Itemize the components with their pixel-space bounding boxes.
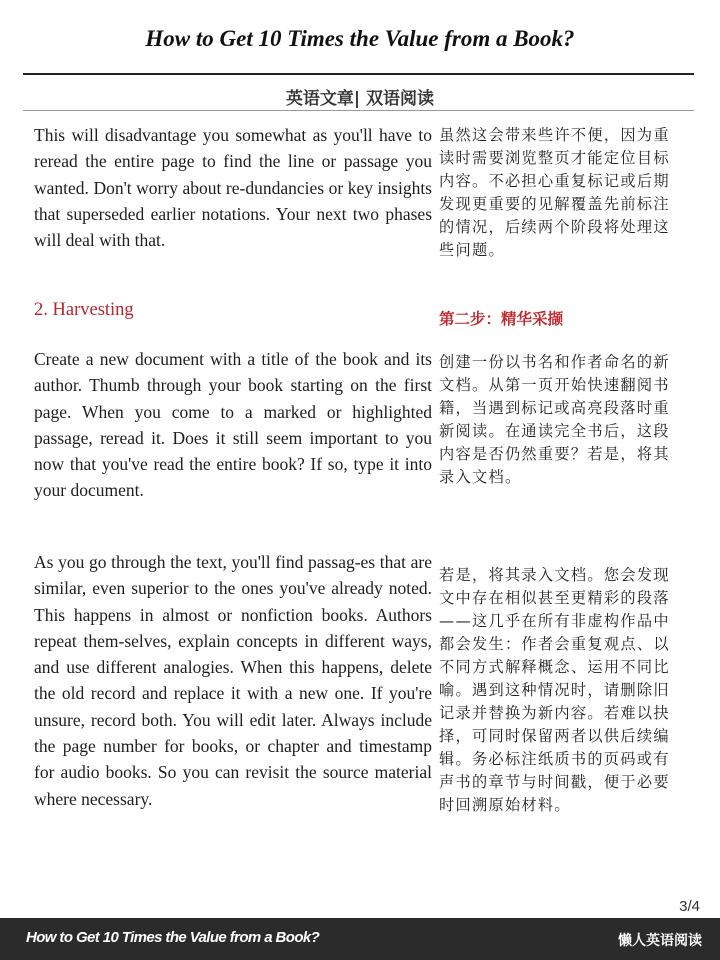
paragraph-1-chinese: 虽然这会带来些许不便，因为重读时需要浏览整页才能定位目标内容。不必担心重复标记或后期发现更重要的见解覆盖先前标注的情况，后续两个阶段将处理这些问题。 [439,126,670,259]
paragraph-2-chinese: 创建一份以书名和作者命名的新文档。从第一页开始快速翻阅书籍，当遇到标记或高亮段落时重新阅读。在通读完全书后，这段内容是否仍然重要？若是，将其录入文档。 [439,353,670,486]
page-indicator: 3/4 [679,898,700,915]
section-heading-english: 2. Harvesting [34,300,134,320]
footer-brand: 懒人英语阅读 [618,933,702,949]
paragraph-3-english: As you go through the text, you'll find passag-es that are similar, even superior to the ones you've already noted. This happens in almost or nonfiction books. Authors repeat them-selves, explain concepts in different ways, and use different analogies. When this happens, delete the old record and replace it with a new one. If you're unsure, record both. You will edit later. Always include the page number for books, or chapter and timestamp for audio books. So you can revisit the source material where necessary. [34,552,432,809]
subtitle-divider [23,110,694,111]
paragraph-1-english: This will disadvantage you somewhat as you'll have to reread the entire page to find the line or passage you wanted. Don't worry about re-dundancies or key insights that superseded earlier notations. Your next two phases will deal with that. [34,125,432,251]
footer-title: How to Get 10 Times the Value from a Book? [26,929,320,946]
footer-bar [0,918,720,960]
paragraph-2-english: Create a new document with a title of the book and its author. Thumb through your book starting on the first page. When you come to a marked or highlighted passage, reread it. Does it still seem important to you now that you've read the entire book? If so, type it into your document. [34,349,432,501]
section-heading-chinese: 第二步：精华采撷 [439,310,564,328]
title-divider [23,73,694,75]
paragraph-3-chinese: 若是，将其录入文档。您会发现文中存在相似甚至更精彩的段落——这几乎在所有非虚构作品中都会发生：作者会重复观点、以不同方式解释概念、运用不同比喻。遇到这种情况时，请删除旧记录并替换为新内容。若难以抉择，可同时保留两者以供后续编辑。务必标注纸质书的页码或有声书的章节与时间戳，便于必要时回溯原始材料。 [439,566,670,814]
page-title: How to Get 10 Times the Value from a Book? [145,26,575,51]
section-subtitle: 英语文章| 双语阅读 [285,89,435,109]
